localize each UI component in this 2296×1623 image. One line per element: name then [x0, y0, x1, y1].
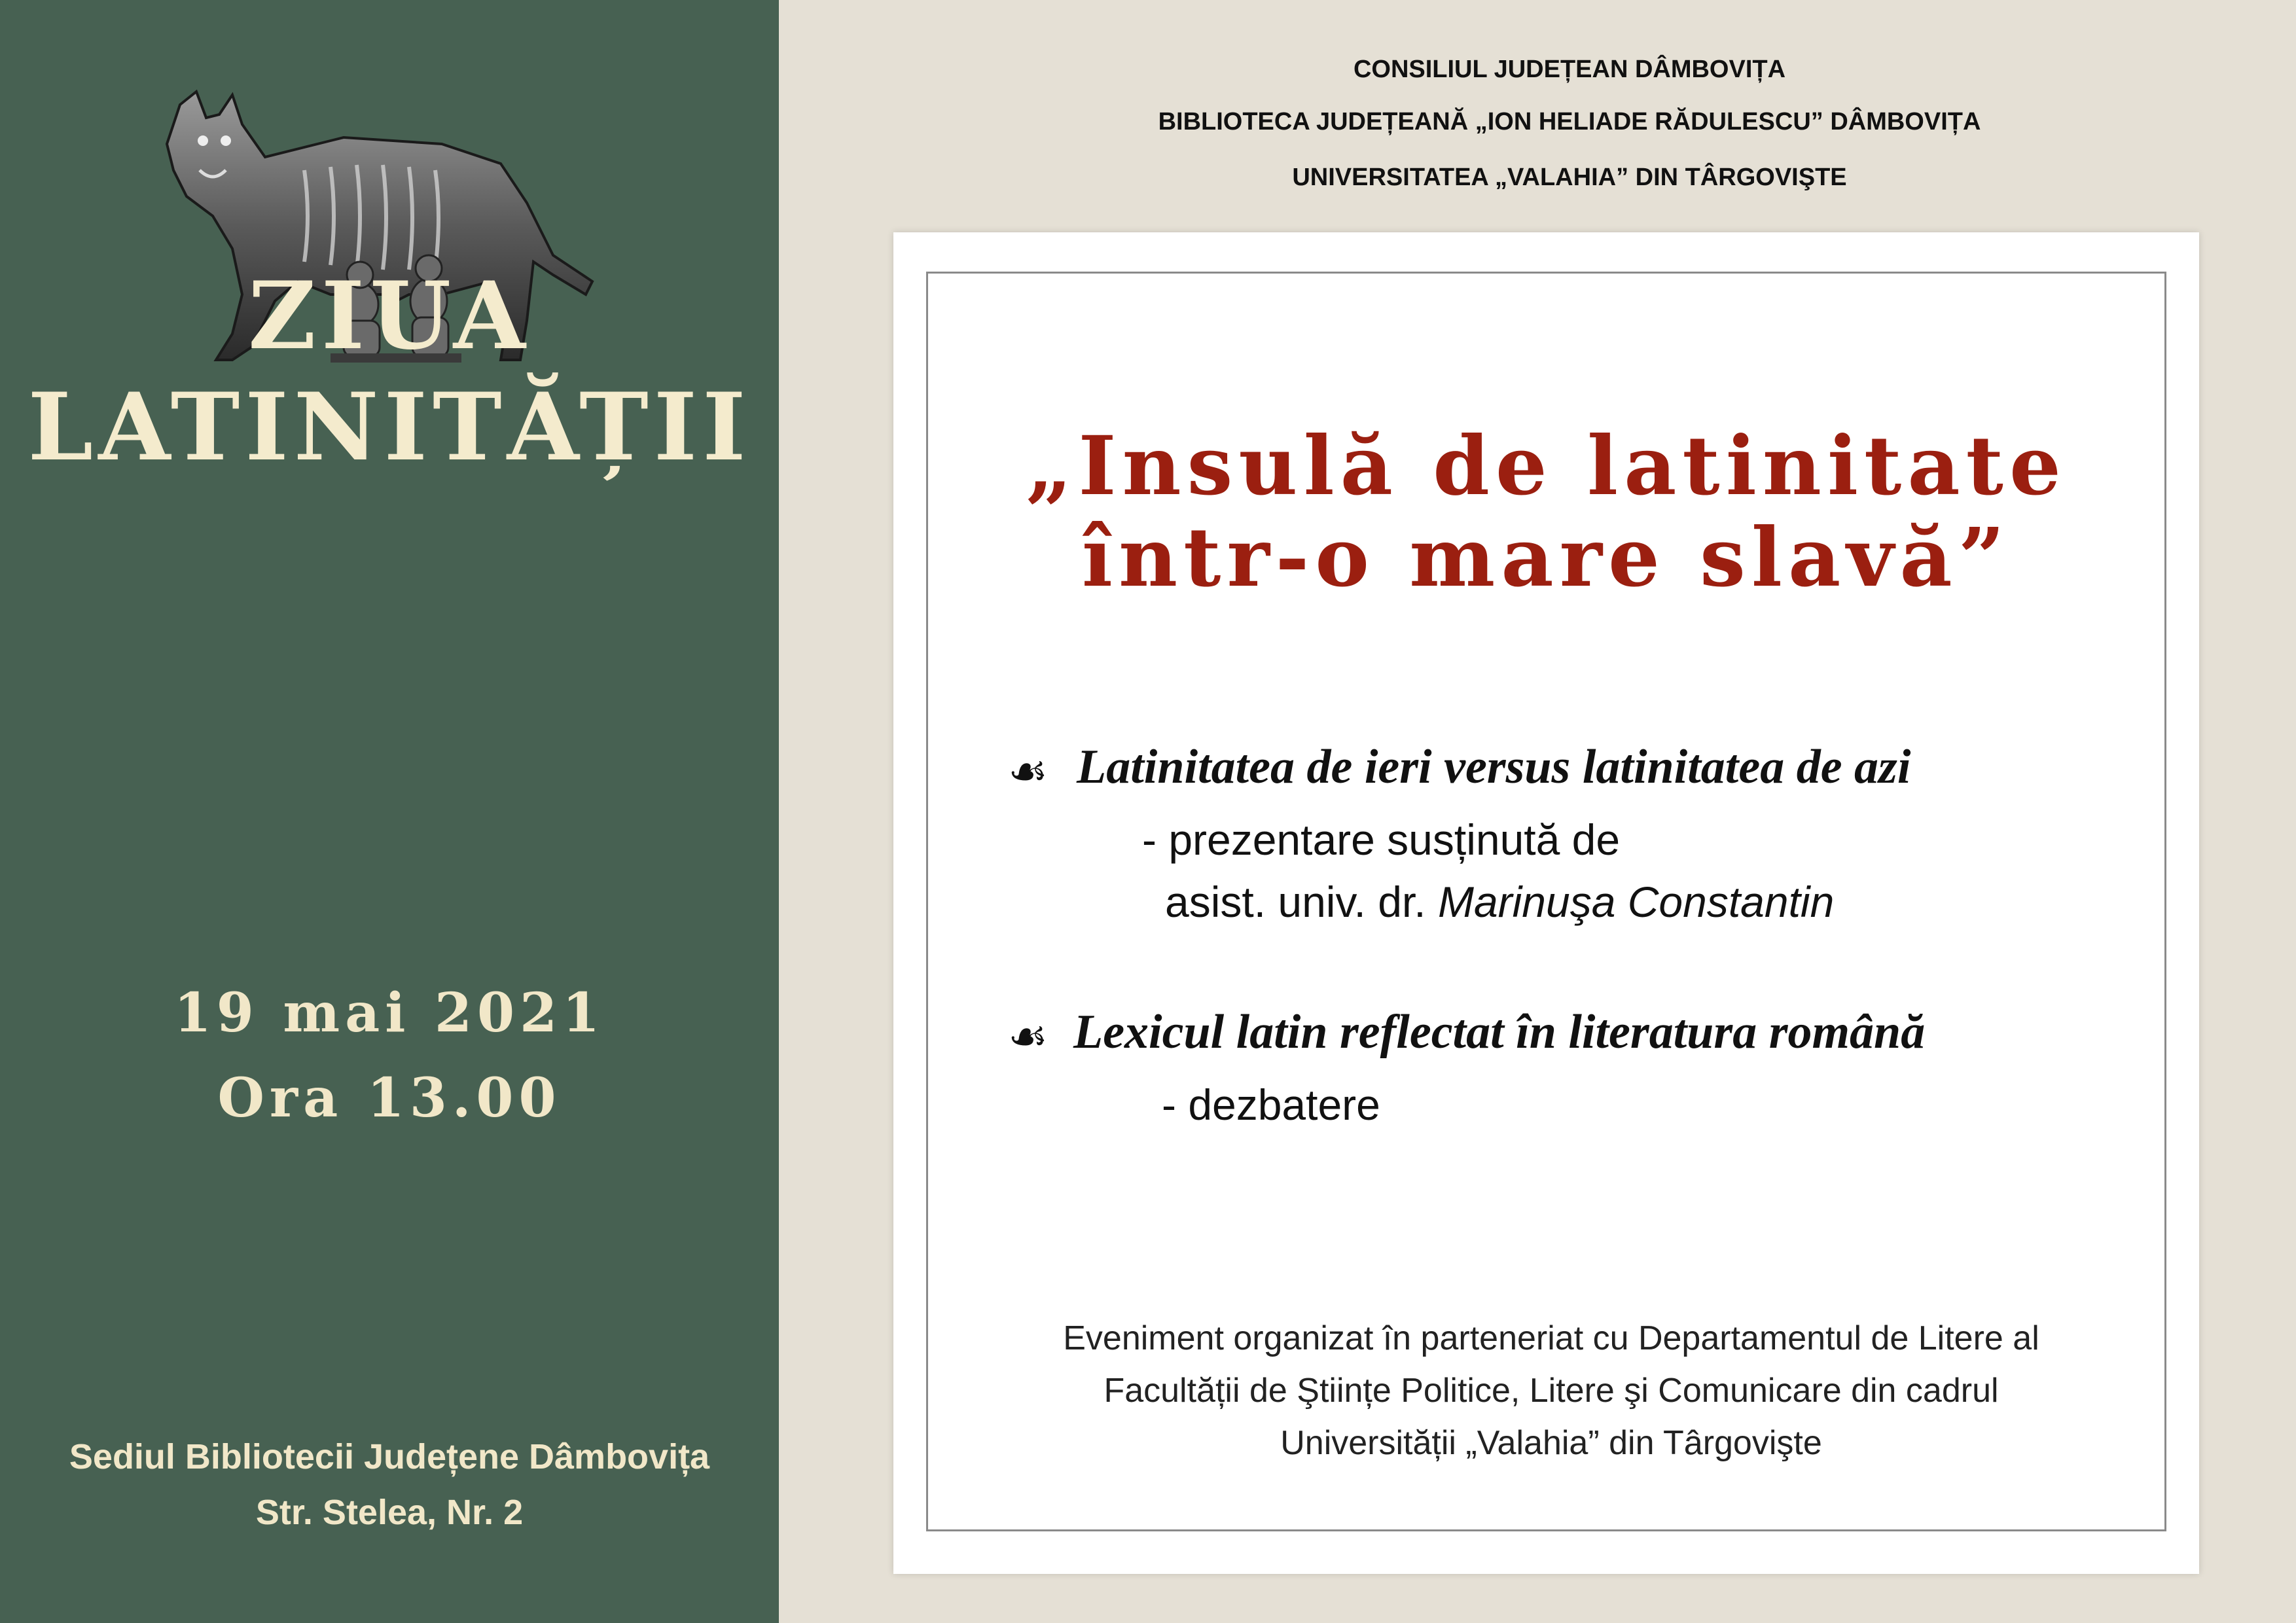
speaker-title: asist. univ. dr. [1165, 878, 1426, 926]
footer-line1: Eveniment organizat în parteneriat cu Departamentul de Litere al [1063, 1319, 2039, 1357]
organizer-university: UNIVERSITATEA „VALAHIA” DIN TÂRGOVIŞTE [1292, 164, 1847, 191]
event-title-line2: LATINITĂȚII [27, 373, 751, 482]
main-title-line2: într-o mare slavă” [1081, 510, 2011, 605]
program-topic-2: Lexicul latin reflectat în literatura română [1073, 1005, 1926, 1059]
main-title-line1: „Insulă de latinitate [1026, 419, 2067, 514]
event-date: 19 mai 2021 [173, 982, 605, 1044]
program-topic-1: Latinitatea de ieri versus latinitatea de azi [1077, 740, 1911, 794]
venue-name: Sediul Bibliotecii Județene Dâmbovița [69, 1437, 710, 1476]
program-speaker [1165, 877, 1834, 927]
footer-line3: Universității „Valahia” din Târgovişte [1280, 1424, 1822, 1462]
organizer-county-council: CONSILIUL JUDEȚEAN DÂMBOVIȚA [1353, 56, 1786, 83]
speaker-name: Marinuşa Constantin [1437, 878, 1835, 926]
event-time: Ora 13.00 [217, 1067, 562, 1130]
organizer-library: BIBLIOTECA JUDEȚEANĂ „ION HELIADE RĂDULESCU” DÂMBOVIȚA [1158, 108, 1981, 135]
footer-line2: Facultății de Ştiințe Politice, Litere şi Comunicare din cadrul [1103, 1372, 1999, 1410]
floral-heart-bullet-icon: ☙ [1008, 1011, 1048, 1063]
event-title-line1: ZIUA [248, 262, 531, 370]
program-detail-2: - dezbatere [1162, 1080, 1380, 1129]
floral-heart-bullet-icon: ☙ [1008, 746, 1048, 798]
program-detail-1: - prezentare susținută de [1142, 815, 1621, 864]
venue-address: Str. Stelea, Nr. 2 [255, 1493, 524, 1532]
